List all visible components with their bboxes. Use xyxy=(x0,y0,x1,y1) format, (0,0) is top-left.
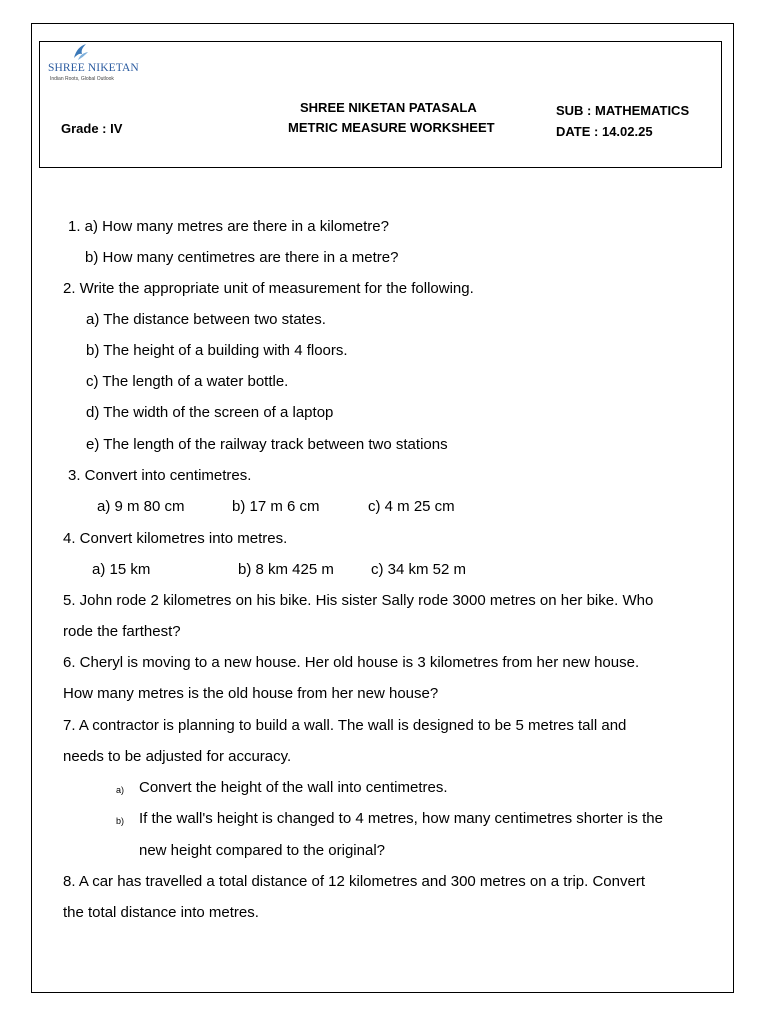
question-7a: Convert the height of the wall into centimetres. xyxy=(139,779,448,796)
question-7a-marker: a) xyxy=(116,785,125,795)
question-4-option-c: c) 34 km 52 m xyxy=(371,561,467,578)
logo-tagline: Indian Roots, Global Outlook xyxy=(50,76,114,82)
question-5-line-1: 5. John rode 2 kilometres on his bike. His sister Sally rode 3000 metres on her bike. Who xyxy=(63,592,654,609)
question-6-line-2: How many metres is the old house from her new house? xyxy=(63,685,439,702)
question-8-line-1: 8. A car has travelled a total distance of 12 kilometres and 300 metres on a trip. Convert xyxy=(63,873,645,890)
school-name: SHREE NIKETAN PATASALA xyxy=(300,100,477,115)
question-8-line-2: the total distance into metres. xyxy=(63,904,259,921)
date-label: DATE : 14.02.25 xyxy=(556,124,653,139)
question-1a: 1. a) How many metres are there in a kilometre? xyxy=(68,218,389,235)
question-4: 4. Convert kilometres into metres. xyxy=(63,530,288,547)
question-2b: b) The height of a building with 4 floors. xyxy=(86,342,348,359)
question-7b-line-1: If the wall's height is changed to 4 metres, how many centimetres shorter is the xyxy=(139,810,663,827)
question-5-line-2: rode the farthest? xyxy=(63,623,181,640)
grade-label: Grade : IV xyxy=(61,121,123,136)
question-4-option-a: a) 15 km xyxy=(92,561,151,578)
question-1b: b) How many centimetres are there in a metre? xyxy=(85,249,399,266)
question-7-line-2: needs to be adjusted for accuracy. xyxy=(63,748,292,765)
question-2d: d) The width of the screen of a laptop xyxy=(86,404,334,421)
subject-label: SUB : MATHEMATICS xyxy=(556,103,690,118)
logo-name: SHREE NIKETAN xyxy=(48,62,139,74)
question-3-option-b: b) 17 m 6 cm xyxy=(232,498,320,515)
question-2c: c) The length of a water bottle. xyxy=(86,373,289,390)
question-2e: e) The length of the railway track between two stations xyxy=(86,436,448,453)
question-3-option-c: c) 4 m 25 cm xyxy=(368,498,455,515)
question-6-line-1: 6. Cheryl is moving to a new house. Her old house is 3 kilometres from her new house. xyxy=(63,654,640,671)
question-7b-marker: b) xyxy=(116,816,125,826)
school-logo xyxy=(48,42,148,84)
question-3-option-a: a) 9 m 80 cm xyxy=(97,498,185,515)
question-7b-line-2: new height compared to the original? xyxy=(139,842,385,859)
swan-logo-icon xyxy=(70,42,90,62)
question-4-option-b: b) 8 km 425 m xyxy=(238,561,334,578)
question-2a: a) The distance between two states. xyxy=(86,311,326,328)
question-2: 2. Write the appropriate unit of measurement for the following. xyxy=(63,280,474,297)
worksheet-title: METRIC MEASURE WORKSHEET xyxy=(288,120,495,135)
question-7-line-1: 7. A contractor is planning to build a wall. The wall is designed to be 5 metres tall and xyxy=(63,717,627,734)
question-3: 3. Convert into centimetres. xyxy=(68,467,252,484)
